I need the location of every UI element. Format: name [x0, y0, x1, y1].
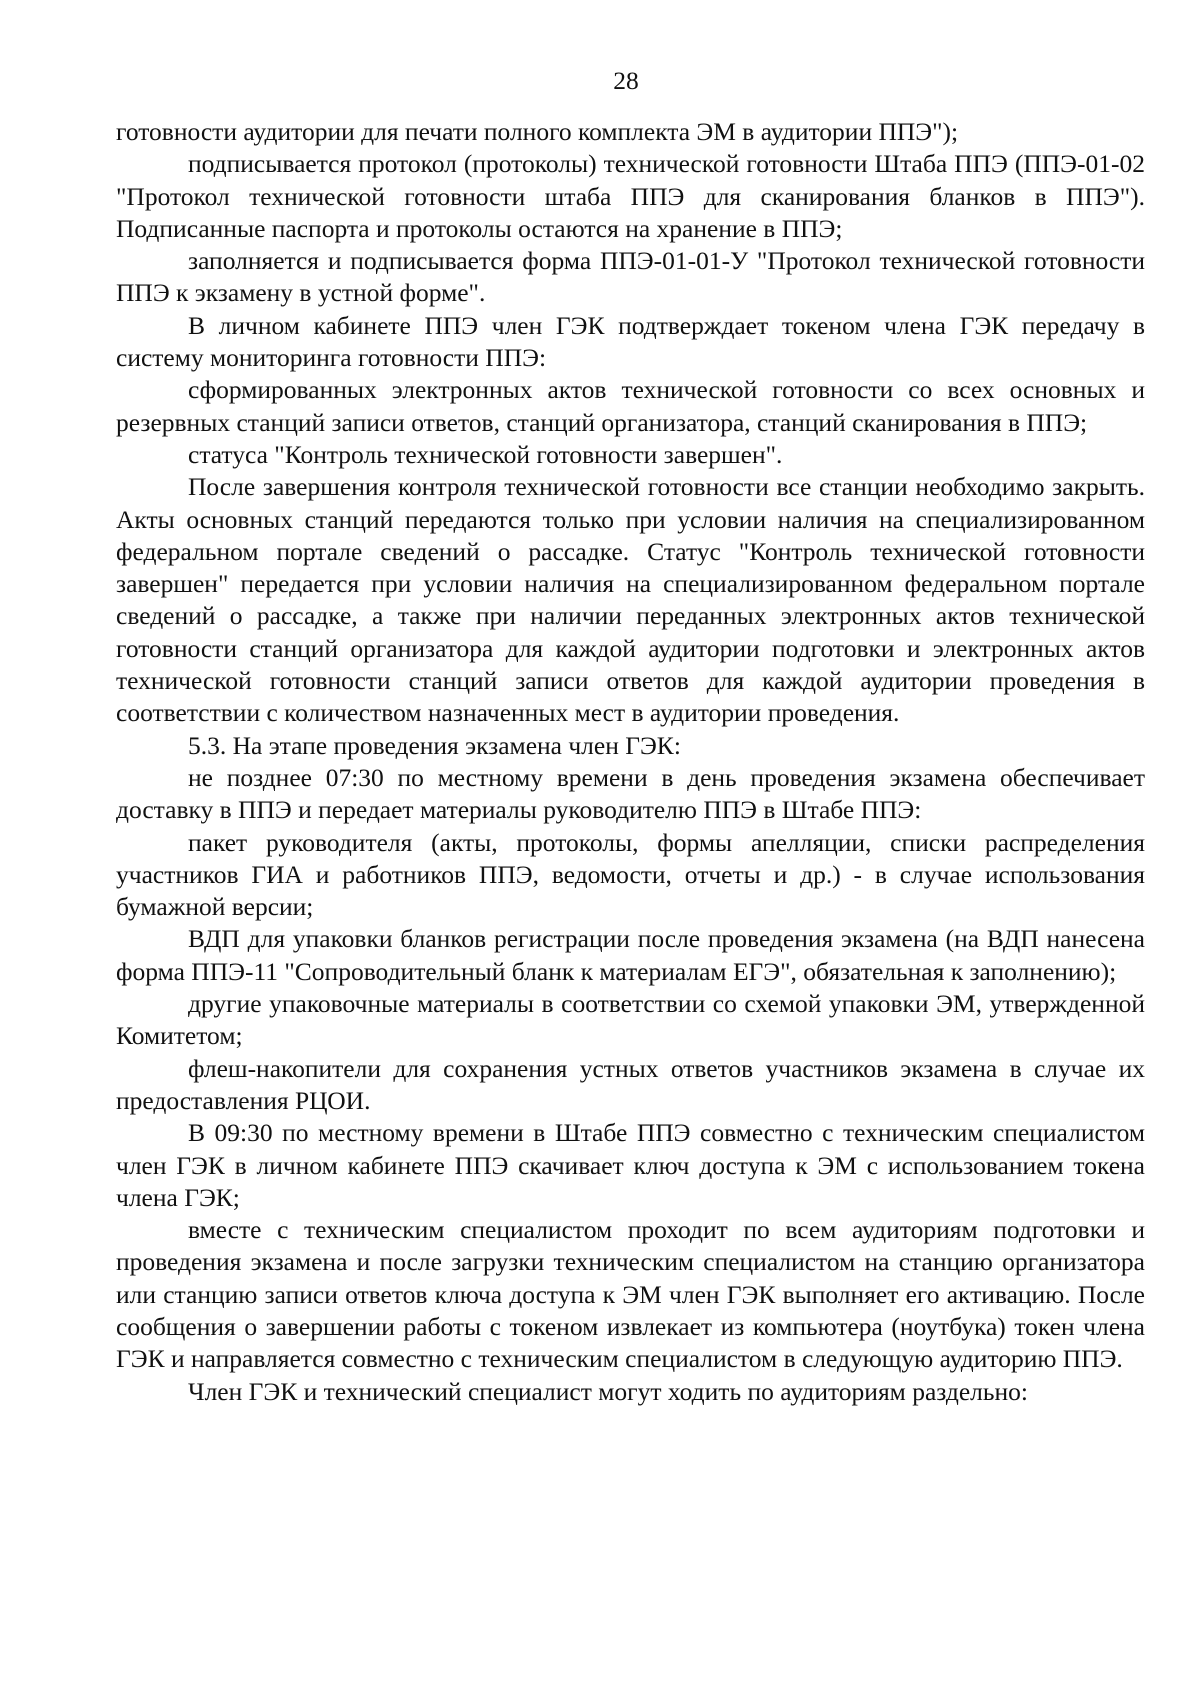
paragraph: В личном кабинете ППЭ член ГЭК подтверждает токеном члена ГЭК передачу в систему мониторинга готовности ППЭ:	[116, 310, 1145, 373]
paragraph: сформированных электронных актов технической готовности со всех основных и резервных станций записи ответов, станций организатора, станций сканирования в ППЭ;	[116, 375, 1145, 437]
paragraph: Член ГЭК и технический специалист могут ходить по аудиториям раздельно:	[188, 1376, 1029, 1406]
document-body	[116, 116, 1145, 1408]
paragraph: готовности аудитории для печати полного комплекта ЭМ в аудитории ППЭ");	[116, 117, 959, 146]
paragraph: статуса "Контроль технической готовности завершен".	[188, 439, 783, 469]
paragraph: не позднее 07:30 по местному времени в день проведения экзамена обеспечивает доставку в ППЭ и передает материалы руководителю ППЭ в Штабе ППЭ:	[116, 762, 1145, 825]
paragraph: флеш-накопители для сохранения устных ответов участников экзамена в случае их предоставления РЦОИ.	[116, 1053, 1145, 1115]
paragraph: подписывается протокол (протоколы) технической готовности Штаба ППЭ (ППЭ-01-02 "Протокол технической готовности штаба ППЭ для сканирования бланков в ППЭ"). Подписанные паспорта и протоколы остаются на хранение в ППЭ;	[116, 149, 1145, 243]
paragraph: После завершения контроля технической готовности все станции необходимо закрыть. Акты основных станций передаются только при условии наличия на специализированном федеральном портале сведений о рассадке. Статус "Контроль технической готовности завершен" передается при условии наличия на специализированном федеральном портале сведений о рассадке, а также при наличии переданных электронных актов технической готовности станций организатора для каждой аудитории подготовки и электронных актов технической готовности станций записи ответов для каждой аудитории проведения в соответствии с количеством назначенных мест в аудитории проведения.	[116, 472, 1145, 728]
paragraph: заполняется и подписывается форма ППЭ-01-01-У "Протокол технической готовности ППЭ к экзамену в устной форме".	[116, 246, 1145, 308]
section-heading: 5.3. На этапе проведения экзамена член ГЭК:	[188, 730, 681, 760]
paragraph: пакет руководителя (акты, протоколы, формы апелляции, списки распределения участников ГИА и работников ППЭ, ведомости, отчеты и др.) - в случае использования бумажной версии;	[116, 827, 1145, 922]
paragraph: В 09:30 по местному времени в Штабе ППЭ совместно с техническим специалистом член ГЭК в личном кабинете ППЭ скачивает ключ доступа к ЭМ с использованием токена члена ГЭК;	[116, 1118, 1145, 1212]
page-number: 28	[613, 66, 639, 95]
paragraph: вместе с техническим специалистом проходит по всем аудиториям подготовки и проведения экзамена и после загрузки техническим специалистом на станцию организатора или станцию записи ответов ключа доступа к ЭМ член ГЭК выполняет его активацию. После сообщения о завершении работы с токеном извлекает из компьютера (ноутбука) токен члена ГЭК и направляется совместно с техническим специалистом в следующую аудиторию ППЭ.	[116, 1215, 1145, 1374]
paragraph: другие упаковочные материалы в соответствии со схемой упаковки ЭМ, утвержденной Комитетом;	[116, 989, 1145, 1051]
paragraph: ВДП для упаковки бланков регистрации после проведения экзамена (на ВДП нанесена форма ППЭ-11 "Сопроводительный бланк к материалам ЕГЭ", обязательная к заполнению);	[116, 924, 1145, 986]
